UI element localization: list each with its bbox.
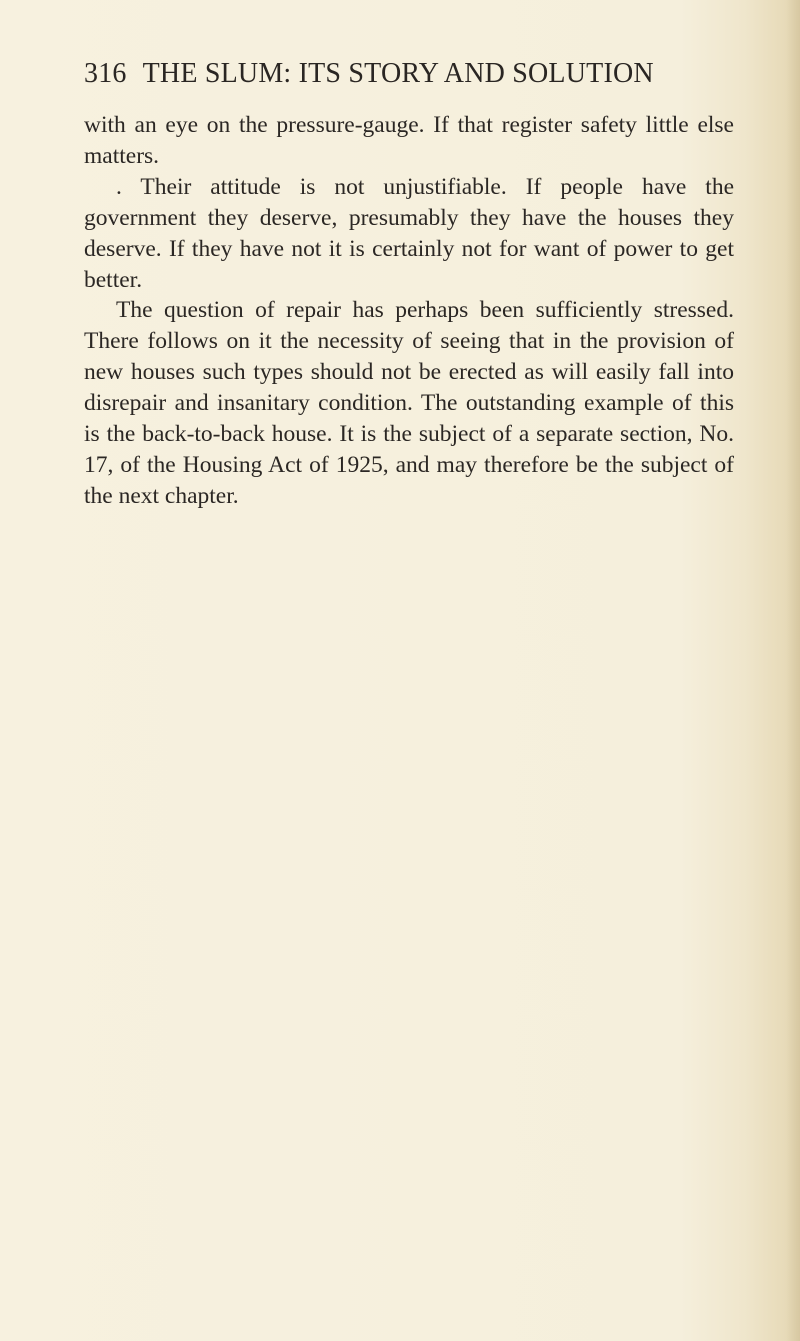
page-edge-shadow (786, 0, 800, 1341)
page-number: 316 (84, 58, 127, 89)
paragraph-continuation: with an eye on the pressure-gauge. If that register safety little else matters. (84, 112, 734, 169)
running-title: THE SLUM: ITS STORY AND SOLUTION (142, 58, 654, 89)
page-header (84, 58, 724, 90)
paragraph-repair: The question of repair has perhaps been sufficiently stressed. There follows on it the necessity of seeing that in the provision of new houses such types should not be erected as will easily fall into disrepair and insanitary condition. The outstanding example of this is the back-to-back house. It is the subject of a separate section, No. 17, of the Housing Act of 1925, and may therefore be the subject of the next chapter. (84, 297, 734, 509)
paragraph-attitude: . Their attitude is not unjustifiable. If people have the government they deserve, presumably they have the houses they deserve. If they have not it is certainly not for want of power to get better. (84, 173, 734, 293)
body-text (84, 110, 734, 512)
